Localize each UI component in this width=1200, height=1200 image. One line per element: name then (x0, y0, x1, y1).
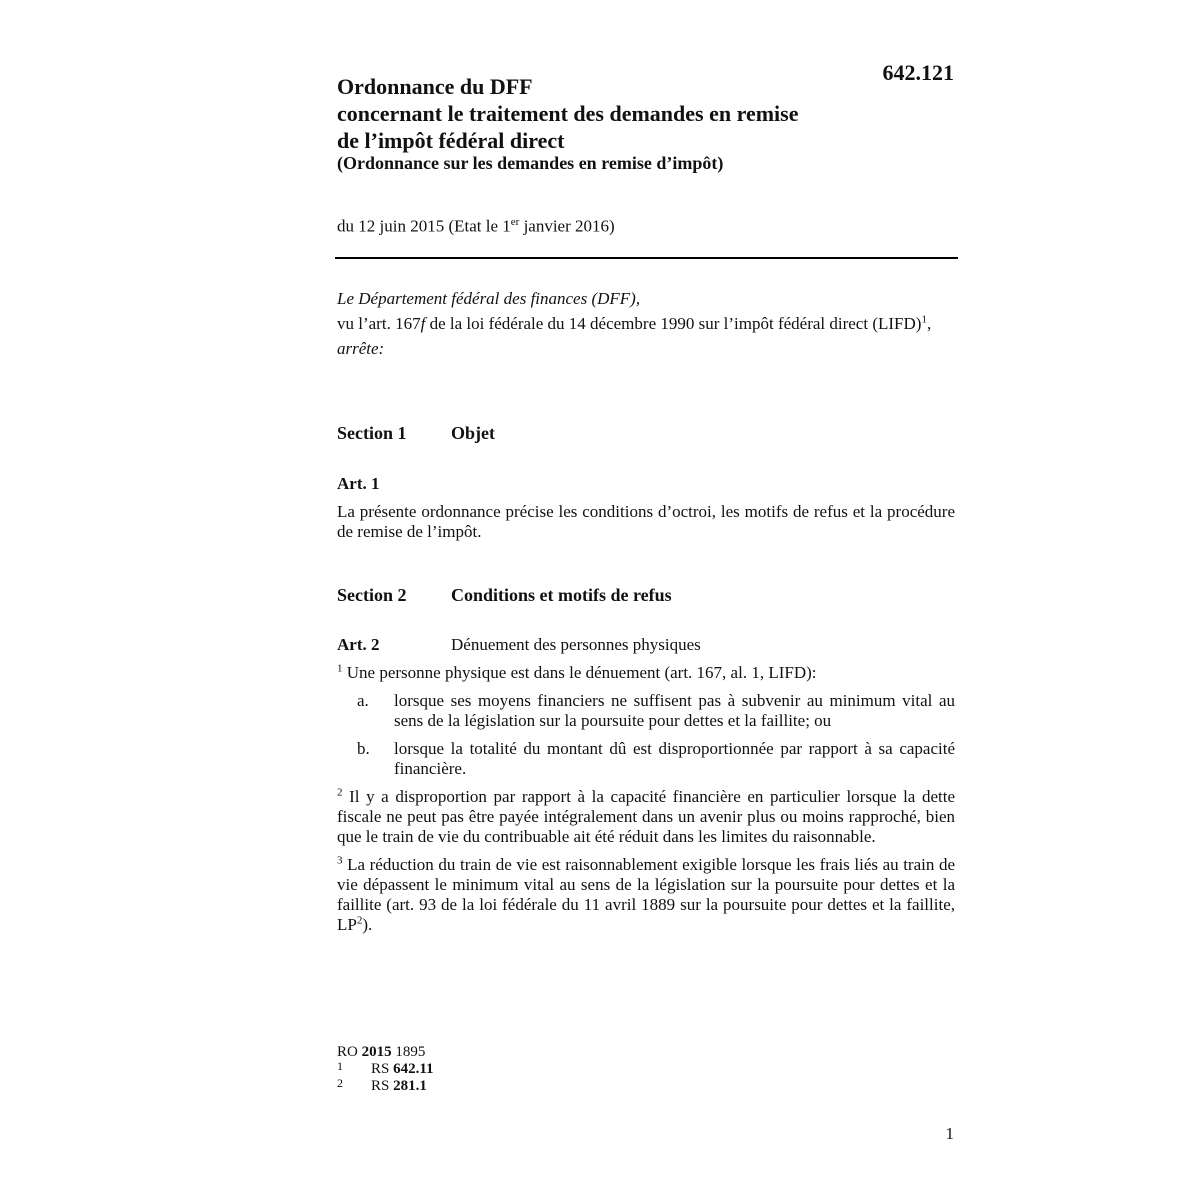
section-heading-2 (337, 585, 672, 606)
article-heading-1 (337, 474, 379, 494)
title-line: Ordonnance du DFF (337, 74, 533, 99)
list-item-b: b. lorsque la totalité du montant dû est disproportionnée par rapport à sa capacité financière. (357, 739, 955, 778)
document-date: du 12 juin 2015 (Etat le 1er janvier 2016) (337, 216, 615, 236)
publication-reference: RO 2015 1895 (337, 1044, 426, 1060)
list-marker: a. (357, 691, 369, 710)
article-1-text: La présente ordonnance précise les conditions d’octroi, les motifs de refus et la procédure de remise de l’impôt. (337, 502, 955, 541)
list-marker: b. (357, 739, 370, 758)
document-subtitle: (Ordonnance sur les demandes en remise d’impôt) (337, 153, 724, 173)
preamble (337, 288, 957, 363)
section-title: Objet (451, 423, 495, 443)
article-label: Art. 2 (337, 635, 380, 654)
footnote-2: 2 RS 281.1 (337, 1076, 427, 1094)
title-line: concernant le traitement des demandes en remise (337, 101, 799, 126)
footnotes (337, 1043, 434, 1095)
article-title: Dénuement des personnes physiques (451, 635, 701, 654)
footnote-1: 1 RS 642.11 (337, 1059, 434, 1077)
section-label: Section 1 (337, 423, 407, 443)
preamble-authority: Le Département fédéral des finances (DFF), (337, 289, 641, 308)
section-title: Conditions et motifs de refus (451, 585, 672, 605)
header-divider (335, 257, 958, 259)
paragraph-3: $^3$ La réduction du train de vie est raisonnablement exigible lorsque les frais liés au train de vie dépassent le minimum vital au sens de la législation sur la poursuite pour dettes et la faillite (art. 93 de la loi fédérale du 11 avril 1889 sur la poursuite pour dettes et la faillite, $LP^2$). (337, 854, 955, 934)
preamble-legal-basis: vu l’art. 167f de la loi fédérale du 14 décembre 1990 sur l’impôt fédéral direct (LIFD)$^1$, (337, 313, 932, 333)
document-title (337, 73, 799, 154)
section-label: Section 2 (337, 585, 407, 605)
list-item-a: a. lorsque ses moyens financiers ne suffisent pas à subvenir au minimum vital au sens de la législation sur la poursuite pour dettes et la faillite; ou (357, 691, 955, 730)
section-heading-1 (337, 423, 495, 444)
preamble-decree: arrête: (337, 339, 385, 358)
page-number: 1 (945, 1124, 954, 1143)
paragraph-2: $^2$ Il y a disproportion par rapport à la capacité financière en particulier lorsque la dette fiscale ne peut pas être payée intégralement dans un avenir plus ou moins rapproché, bien que le train de vie du contribuable ait été réduit dans les limites du raisonnable. (337, 786, 955, 846)
footnote-ref: 1 (921, 313, 927, 326)
title-line: de l’impôt fédéral direct (337, 128, 565, 153)
paragraph-1: $^1$ Une personne physique est dans le dénuement (art. 167, al. 1, LIFD): (337, 662, 817, 682)
article-2-text (337, 663, 955, 935)
article-label: Art. 1 (337, 474, 380, 493)
article-heading-2 (337, 635, 701, 655)
document-number: 642.121 (882, 60, 954, 85)
footnote-ref: 2 (356, 914, 363, 927)
